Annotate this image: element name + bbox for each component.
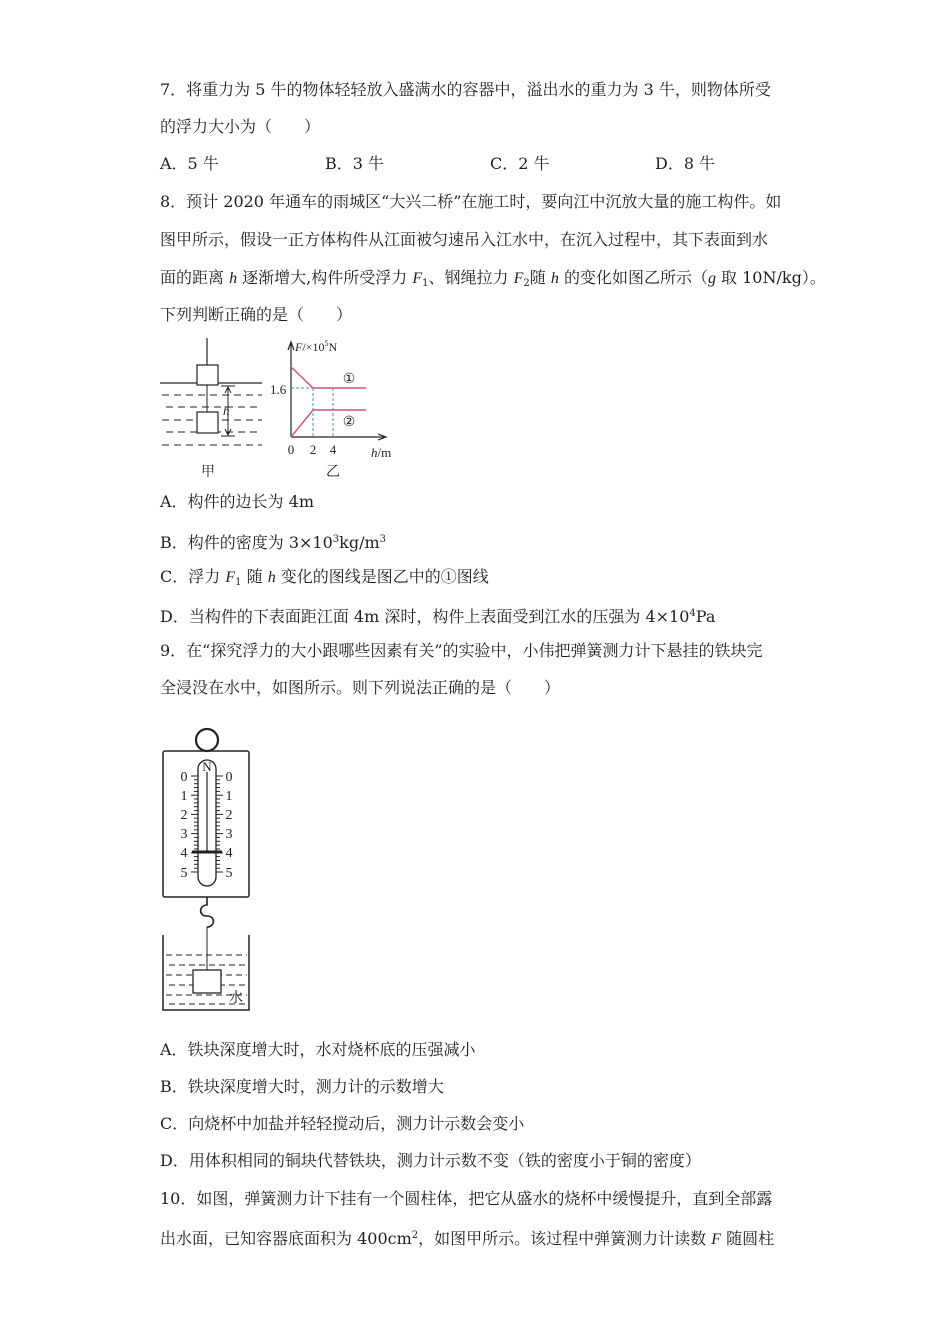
q9-option-a: A．铁块深度增大时，水对烧杯底的压强减小 <box>160 1040 476 1059</box>
q9-stem-line2: 全浸没在水中，如图所示。则下列说法正确的是（ ） <box>160 678 561 697</box>
q8-figure <box>150 330 410 490</box>
q7-stem-line2: 的浮力大小为（ ） <box>160 117 321 136</box>
tick-label-right: 3 <box>225 827 233 842</box>
figure-label-yi: 乙 <box>326 465 340 480</box>
tick-label-left: 3 <box>180 827 188 842</box>
q7-option-d: D．8 牛 <box>655 154 716 173</box>
text-segment: B．构件的密度为 3×10 <box>160 533 333 552</box>
y-tick-1-6: 1.6 <box>270 382 287 397</box>
depth-label: h <box>223 403 230 418</box>
text-segment: kg/m <box>339 533 380 552</box>
text-segment: D．当构件的下表面距江面 4m 深时，构件上表面受到江水的压强为 4×10 <box>160 607 690 626</box>
tick-label-left: 4 <box>180 846 188 861</box>
tick-label-right: 4 <box>225 846 233 861</box>
text-segment: 随圆柱 <box>721 1229 775 1248</box>
tick-label-right: 1 <box>225 789 233 804</box>
figure-jia <box>160 338 262 445</box>
var-h: h <box>371 445 378 460</box>
q9-stem-line1: 9．在“探究浮力的大小跟哪些因素有关”的实验中，小伟把弹簧测力计下悬挂的铁块完 <box>160 641 763 660</box>
text-segment: 出水面，已知容器底面积为 400cm <box>160 1229 412 1248</box>
text-segment: ，如图甲所示。该过程中弹簧测力计读数 <box>418 1229 712 1248</box>
text-segment: 、钢绳拉力 <box>428 268 514 287</box>
x-tick-4: 4 <box>329 442 337 457</box>
tick-label-right: 0 <box>225 770 233 785</box>
text-segment: Pa <box>695 607 716 626</box>
curve-2-label: ② <box>342 415 356 430</box>
q8-option-d <box>160 604 715 627</box>
var-h: h <box>550 270 559 287</box>
text-segment: C．浮力 <box>160 567 226 586</box>
q7-option-b: B．3 牛 <box>325 154 385 173</box>
q7-option-c: C．2 牛 <box>490 154 550 173</box>
q9-figure-spring-scale <box>150 720 270 1020</box>
x-tick-2: 2 <box>309 442 317 457</box>
scale-unit: N <box>202 759 212 774</box>
var-g: g <box>707 270 716 287</box>
text-segment: 的变化如图乙所示（ <box>558 268 708 287</box>
superscript: 3 <box>379 534 387 545</box>
figure-yi-graph <box>270 339 391 460</box>
water-label: 水 <box>229 991 243 1006</box>
q9-option-c: C．向烧杯中加盐并轻轻搅动后，测力计示数会变小 <box>160 1114 525 1133</box>
text-segment: 逐渐增大,构件所受浮力 <box>237 268 413 287</box>
text-segment: /m <box>377 445 392 460</box>
q10-stem-line1: 10．如图，弹簧测力计下挂有一个圆柱体，把它从盛水的烧杯中缓慢提升，直到全部露 <box>160 1189 773 1208</box>
tick-label-left: 5 <box>180 866 188 881</box>
tick-label-left: 2 <box>180 808 188 823</box>
var-f: F <box>295 340 303 354</box>
tick-label-right: 5 <box>225 866 233 881</box>
x-tick-0: 0 <box>287 442 295 457</box>
x-axis-label <box>371 445 391 460</box>
text-segment: 随 <box>529 268 551 287</box>
subscript: 2 <box>523 278 530 289</box>
block-start <box>197 365 218 385</box>
iron-block <box>193 970 221 993</box>
q8-option-a: A．构件的边长为 4m <box>160 492 314 511</box>
subscript: 1 <box>235 577 242 588</box>
figure-label-jia: 甲 <box>201 465 215 480</box>
y-axis-label <box>294 339 337 354</box>
q8-stem-line3 <box>160 268 826 294</box>
superscript: 2 <box>411 1230 419 1241</box>
text-segment: 面的距离 <box>160 268 230 287</box>
superscript: 5 <box>324 339 329 348</box>
var-f: F <box>225 569 236 586</box>
q8-stem-line2: 图甲所示，假设一正方体构件从江面被匀速吊入江水中，在沉入过程中，其下表面到水 <box>160 230 769 249</box>
var-f: F <box>513 270 524 287</box>
q8-stem-line1: 8．预计 2020 年通车的雨城区“大兴二桥”在施工时，要向江中沉放大量的施工构件。如 <box>160 192 782 211</box>
superscript: 4 <box>689 608 696 619</box>
subscript: 1 <box>422 278 429 289</box>
scale-ring <box>196 729 218 751</box>
block-submerged <box>197 412 218 433</box>
curve-1-label: ① <box>342 372 356 387</box>
text-segment: N <box>328 340 338 354</box>
tick-label-left: 1 <box>180 789 188 804</box>
tick-label-left: 0 <box>180 770 188 785</box>
var-f: F <box>412 270 423 287</box>
q7-option-a: A．5 牛 <box>160 154 219 173</box>
q7-stem-line1: 7．将重力为 5 牛的物体轻轻放入盛满水的容器中，溢出水的重力为 3 牛，则物体所受 <box>160 80 771 99</box>
text-segment: 变化的图线是图乙中的①图线 <box>275 567 489 586</box>
text-segment: 取 10N/kg）。 <box>715 268 826 287</box>
q8-option-b <box>160 530 386 553</box>
text-segment: /×10 <box>302 340 325 354</box>
tick-label-right: 2 <box>225 808 233 823</box>
q10-stem-line2 <box>160 1226 774 1250</box>
var-h: h <box>229 270 238 287</box>
q8-stem-line4: 下列判断正确的是（ ） <box>160 305 353 324</box>
q9-option-d: D．用体积相同的铜块代替铁块，测力计示数不变（铁的密度小于铜的密度） <box>160 1151 701 1170</box>
q9-option-b: B．铁块深度增大时，测力计的示数增大 <box>160 1077 444 1096</box>
superscript: 3 <box>332 534 340 545</box>
scale-hook <box>201 897 214 927</box>
var-f: F <box>711 1231 722 1248</box>
q8-option-c <box>160 567 489 593</box>
var-h: h <box>267 569 276 586</box>
text-segment: 随 <box>241 567 268 586</box>
